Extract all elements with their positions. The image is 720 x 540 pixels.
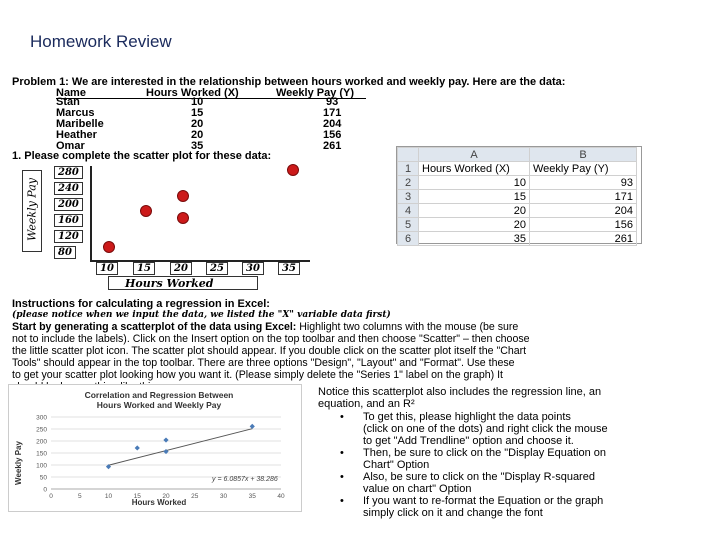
y-tick-label: 0 (43, 486, 47, 494)
hand-x-tick: 20 (170, 262, 192, 275)
regression-point (163, 437, 168, 442)
notice-bullet-text: value on chart" Option (363, 483, 472, 495)
notice-bullet-text: Also, be sure to click on the "Display R-squared (363, 471, 595, 483)
hand-x-tick: 25 (206, 262, 228, 275)
notice-block (318, 386, 718, 519)
regression-chart-ticks (36, 415, 285, 501)
hand-y-tick: 280 (54, 166, 83, 179)
y-tick-label: 150 (36, 450, 47, 458)
data-table (56, 87, 366, 152)
notice-bullet-item (318, 471, 718, 495)
notice-bullet-item (318, 411, 718, 447)
x-tick-label: 15 (133, 493, 141, 500)
table-header-cell: Weekly Pay (Y) (276, 87, 355, 99)
table-cell: 93 (326, 96, 339, 108)
excel-row (398, 204, 637, 218)
regression-chart-xlabel: Hours Worked (131, 498, 187, 507)
table-cell: 20 (191, 129, 204, 141)
table-cell: Heather (56, 129, 97, 141)
table-cell: 10 (191, 96, 204, 108)
notice-bullet-text: If you want to re-format the Equation or the graph (363, 495, 604, 507)
notice-bullet-text: To get this, please highlight the data points (363, 411, 571, 423)
regression-equation: y = 6.0857x + 38.286 (212, 476, 278, 483)
y-tick-label: 300 (36, 414, 47, 422)
bullet-dot-icon: • (340, 495, 344, 507)
excel-col-header: A (419, 148, 530, 162)
table-cell: Stan (56, 96, 80, 108)
excel-row-number: 5 (398, 218, 419, 232)
hand-ylabel: Weekly Pay (25, 178, 39, 242)
excel-row (398, 190, 637, 204)
excel-col-header: B (530, 148, 637, 162)
excel-cell: 20 (419, 204, 530, 218)
notice-bullet-text: simply click on it and change the font (363, 507, 543, 519)
regression-chart-title-line-1: Correlation and Regression Between (84, 390, 234, 400)
y-tick-label: 200 (36, 438, 47, 446)
excel-cell: 171 (530, 190, 637, 204)
instructions-text: Highlight two columns with the mouse (be sure (296, 321, 519, 333)
problem-label: Problem 1: (12, 76, 69, 88)
excel-cell: 10 (419, 176, 530, 190)
instructions-line: the little scatter plot icon. The scatter plot should appear. If you double click on the scatter plot itself the "Chart (12, 345, 527, 357)
instructions-line: Tools" should appear in the top toolbar. There are three options "Design", "Layout" and "Format". Use these (12, 357, 515, 369)
table-cell: 171 (323, 107, 342, 119)
hand-dots-layer (10, 160, 310, 295)
table-cell: 35 (191, 140, 204, 152)
table-cell: Marcus (56, 107, 95, 119)
instructions-line: not to include the labels). Click on the Insert option on the top toolbar and then choose "Scatter" – then choose (12, 333, 530, 345)
excel-cell: Weekly Pay (Y) (530, 162, 637, 176)
y-tick-label: 250 (36, 426, 47, 434)
notice-bullet-text: (click on one of the dots) and right click the mouse (363, 423, 608, 435)
notice-bullet-text: Then, be sure to click on the "Display Equation on (363, 447, 606, 459)
table-header-cell: Hours Worked (X) (146, 87, 239, 99)
instructions-note: (please notice when we input the data, we listed the "X" variable data first) (12, 310, 391, 320)
table-cell: 261 (323, 140, 342, 152)
scatter-question: 1. Please complete the scatter plot for these data: (12, 150, 272, 162)
x-tick-label: 5 (77, 493, 82, 500)
notice-bullet-text: Chart" Option (363, 459, 430, 471)
x-tick-label: 40 (277, 493, 285, 500)
hand-y-tick: 120 (54, 230, 83, 243)
x-tick-label: 20 (162, 493, 170, 500)
hand-y-tick: 80 (54, 246, 76, 259)
bullet-dot-icon: • (340, 471, 344, 483)
excel-cell: 93 (530, 176, 637, 190)
excel-row-number: 2 (398, 176, 419, 190)
regression-chart-title-line-2: Hours Worked and Weekly Pay (96, 400, 222, 410)
excel-cell: 156 (530, 218, 637, 232)
instructions-heading: Instructions for calculating a regression in Excel: (12, 298, 270, 310)
notice-bullet-text: to get "Add Trendline" option and choose it. (363, 435, 574, 447)
table-header (56, 87, 366, 99)
excel-cell: 204 (530, 204, 637, 218)
notice-bullets (318, 411, 718, 519)
slide-title: Homework Review (30, 32, 172, 51)
regression-trendline-group (109, 429, 253, 466)
table-header-cell: Name (56, 87, 86, 99)
bullet-dot-icon: • (340, 411, 344, 423)
excel-regression-chart (8, 384, 302, 512)
x-tick-label: 25 (191, 493, 199, 500)
hand-x-tick: 10 (96, 262, 118, 275)
notice-line: equation, and an R² (318, 398, 415, 410)
regression-point (250, 424, 255, 429)
excel-cell: Hours Worked (X) (419, 162, 530, 176)
instructions-lead: Start by generating a scatterplot of the data using Excel: (12, 321, 297, 333)
hand-scatter-point (177, 190, 189, 202)
instructions-block (12, 298, 712, 393)
excel-snippet (396, 146, 642, 244)
hand-x-tick: 15 (133, 262, 155, 275)
x-tick-label: 0 (49, 493, 53, 500)
table-cell: 204 (323, 118, 342, 130)
y-tick-label: 50 (39, 474, 47, 482)
hand-scatter-point (103, 241, 115, 253)
excel-cell: 15 (419, 190, 530, 204)
excel-cell: 261 (530, 232, 637, 246)
excel-cell: 35 (419, 232, 530, 246)
hand-y-tick: 240 (54, 182, 83, 195)
hand-y-tick: 160 (54, 214, 83, 227)
x-tick-label: 30 (219, 493, 228, 500)
excel-grid (397, 147, 637, 246)
regression-point (135, 445, 140, 450)
notice-line: Notice this scatterplot also includes the regression line, an (318, 386, 602, 398)
regression-chart-svg (9, 385, 301, 511)
excel-row (398, 176, 637, 190)
instructions-line-1 (12, 321, 712, 333)
table-cell: 20 (191, 118, 204, 130)
regression-chart-ylabel: Weekly Pay (14, 441, 23, 485)
notice-bullet-item (318, 447, 718, 471)
instructions-line: to get your scatter plot looking how you want it. (Please simply delete the "Series 1" label on the graph) It (12, 369, 503, 381)
table-cell: Omar (56, 140, 85, 152)
regression-trendline (109, 429, 253, 466)
x-tick-label: 35 (248, 493, 256, 500)
hand-y-tick: 200 (54, 198, 83, 211)
excel-row (398, 218, 637, 232)
table-cell: Maribelle (56, 118, 104, 130)
excel-row-number: 4 (398, 204, 419, 218)
excel-row-number: 1 (398, 162, 419, 176)
excel-row-number: 6 (398, 232, 419, 246)
bullet-dot-icon: • (340, 447, 344, 459)
hand-x-tick: 35 (278, 262, 300, 275)
hand-scatter-point (177, 212, 189, 224)
hand-xlabel: Hours Worked (108, 276, 258, 290)
hand-scatter-plot (10, 160, 310, 295)
table-cell: 15 (191, 107, 204, 119)
x-tick-label: 10 (104, 493, 113, 500)
excel-row (398, 232, 637, 246)
problem-text: We are interested in the relationship between hours worked and weekly pay. Here are the data: (71, 76, 566, 88)
y-tick-label: 100 (36, 462, 47, 470)
excel-row-number: 3 (398, 190, 419, 204)
hand-scatter-point (287, 164, 299, 176)
hand-x-tick: 30 (242, 262, 264, 275)
hand-scatter-point (140, 205, 152, 217)
excel-corner (398, 148, 419, 162)
excel-row (398, 162, 637, 176)
excel-cell: 20 (419, 218, 530, 232)
notice-bullet-item (318, 495, 718, 519)
table-cell: 156 (323, 129, 342, 141)
